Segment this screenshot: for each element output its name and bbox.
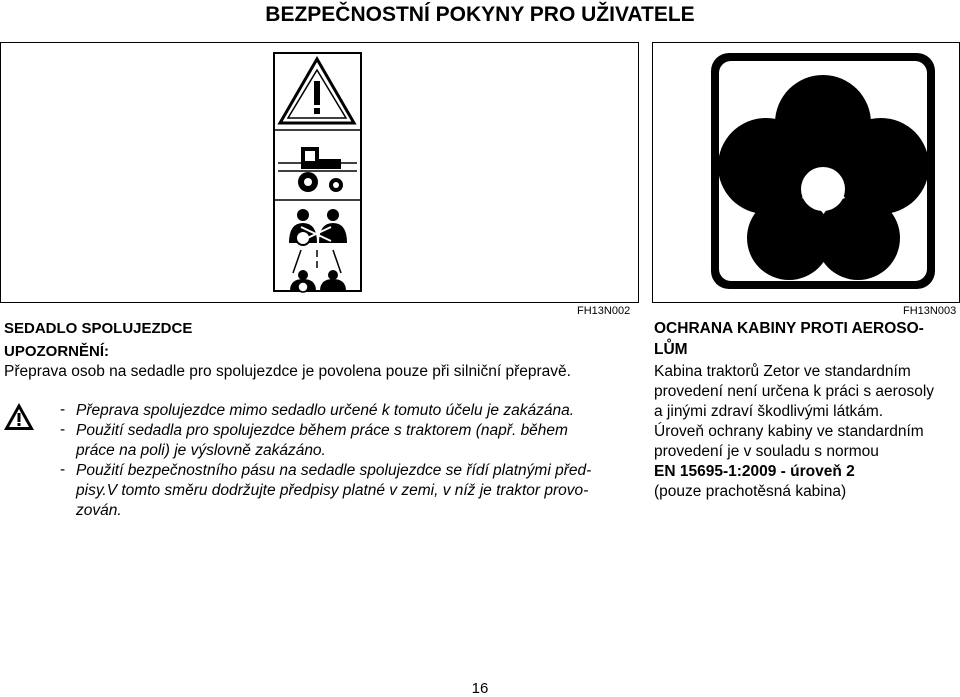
list-item: Použití sedadla pro spolujezdce během práce s traktorem (např. během — [76, 422, 568, 439]
body-text: Úroveň ochrany kabiny ve standardním — [654, 423, 924, 440]
section-heading: OCHRANA KABINY PROTI AEROSO- — [654, 320, 924, 337]
warning-triangle-icon — [3, 402, 35, 432]
list-item: Přeprava spolujezdce mimo sedadlo určené k tomuto účelu je zakázána. — [76, 402, 574, 419]
body-text: provedení je v souladu s normou — [654, 443, 879, 460]
section-heading: SEDADLO SPOLUJEZDCE — [4, 320, 193, 337]
figure-code: FH13N002 — [577, 305, 631, 317]
list-dash: - — [60, 401, 66, 418]
page-title: BEZPEČNOSTNÍ POKYNY PRO UŽIVATELE — [265, 3, 695, 26]
list-item: Použití bezpečnostního pásu na sedadle spolujezdce se řídí platnými před- — [76, 462, 592, 479]
list-dash: - — [60, 421, 66, 438]
body-text: Kabina traktorů Zetor ve standardním — [654, 363, 911, 380]
standard-reference: EN 15695-1:2009 - úroveň 2 — [654, 463, 855, 480]
intro-text: Přeprava osob na sedadle pro spolujezdce je povolena pouze při silniční přepravě. — [4, 363, 571, 380]
page-number: 16 — [471, 680, 489, 697]
flower-icon — [653, 43, 959, 302]
figure-code: FH13N003 — [903, 305, 957, 317]
aerosol-protection-figure — [652, 42, 960, 303]
body-text: (pouze prachotěsná kabina) — [654, 483, 847, 500]
list-dash: - — [60, 461, 66, 478]
seat-warning-figure — [0, 42, 639, 303]
body-text: provedení není určena k práci s aerosoly — [654, 383, 935, 400]
list-item-continued: pisy.V tomto směru dodržujte předpisy platné v zemi, v níž je traktor provo- — [76, 482, 589, 499]
section-heading-continued: LŮM — [654, 341, 688, 358]
warning-label: UPOZORNĚNÍ: — [4, 343, 109, 360]
warning-decal-illustration — [1, 43, 638, 302]
list-item-continued: zován. — [76, 502, 122, 519]
list-item-continued: práce na poli) je výslovně zakázáno. — [76, 442, 326, 459]
body-text: a jinými zdraví škodlivými látkám. — [654, 403, 884, 420]
